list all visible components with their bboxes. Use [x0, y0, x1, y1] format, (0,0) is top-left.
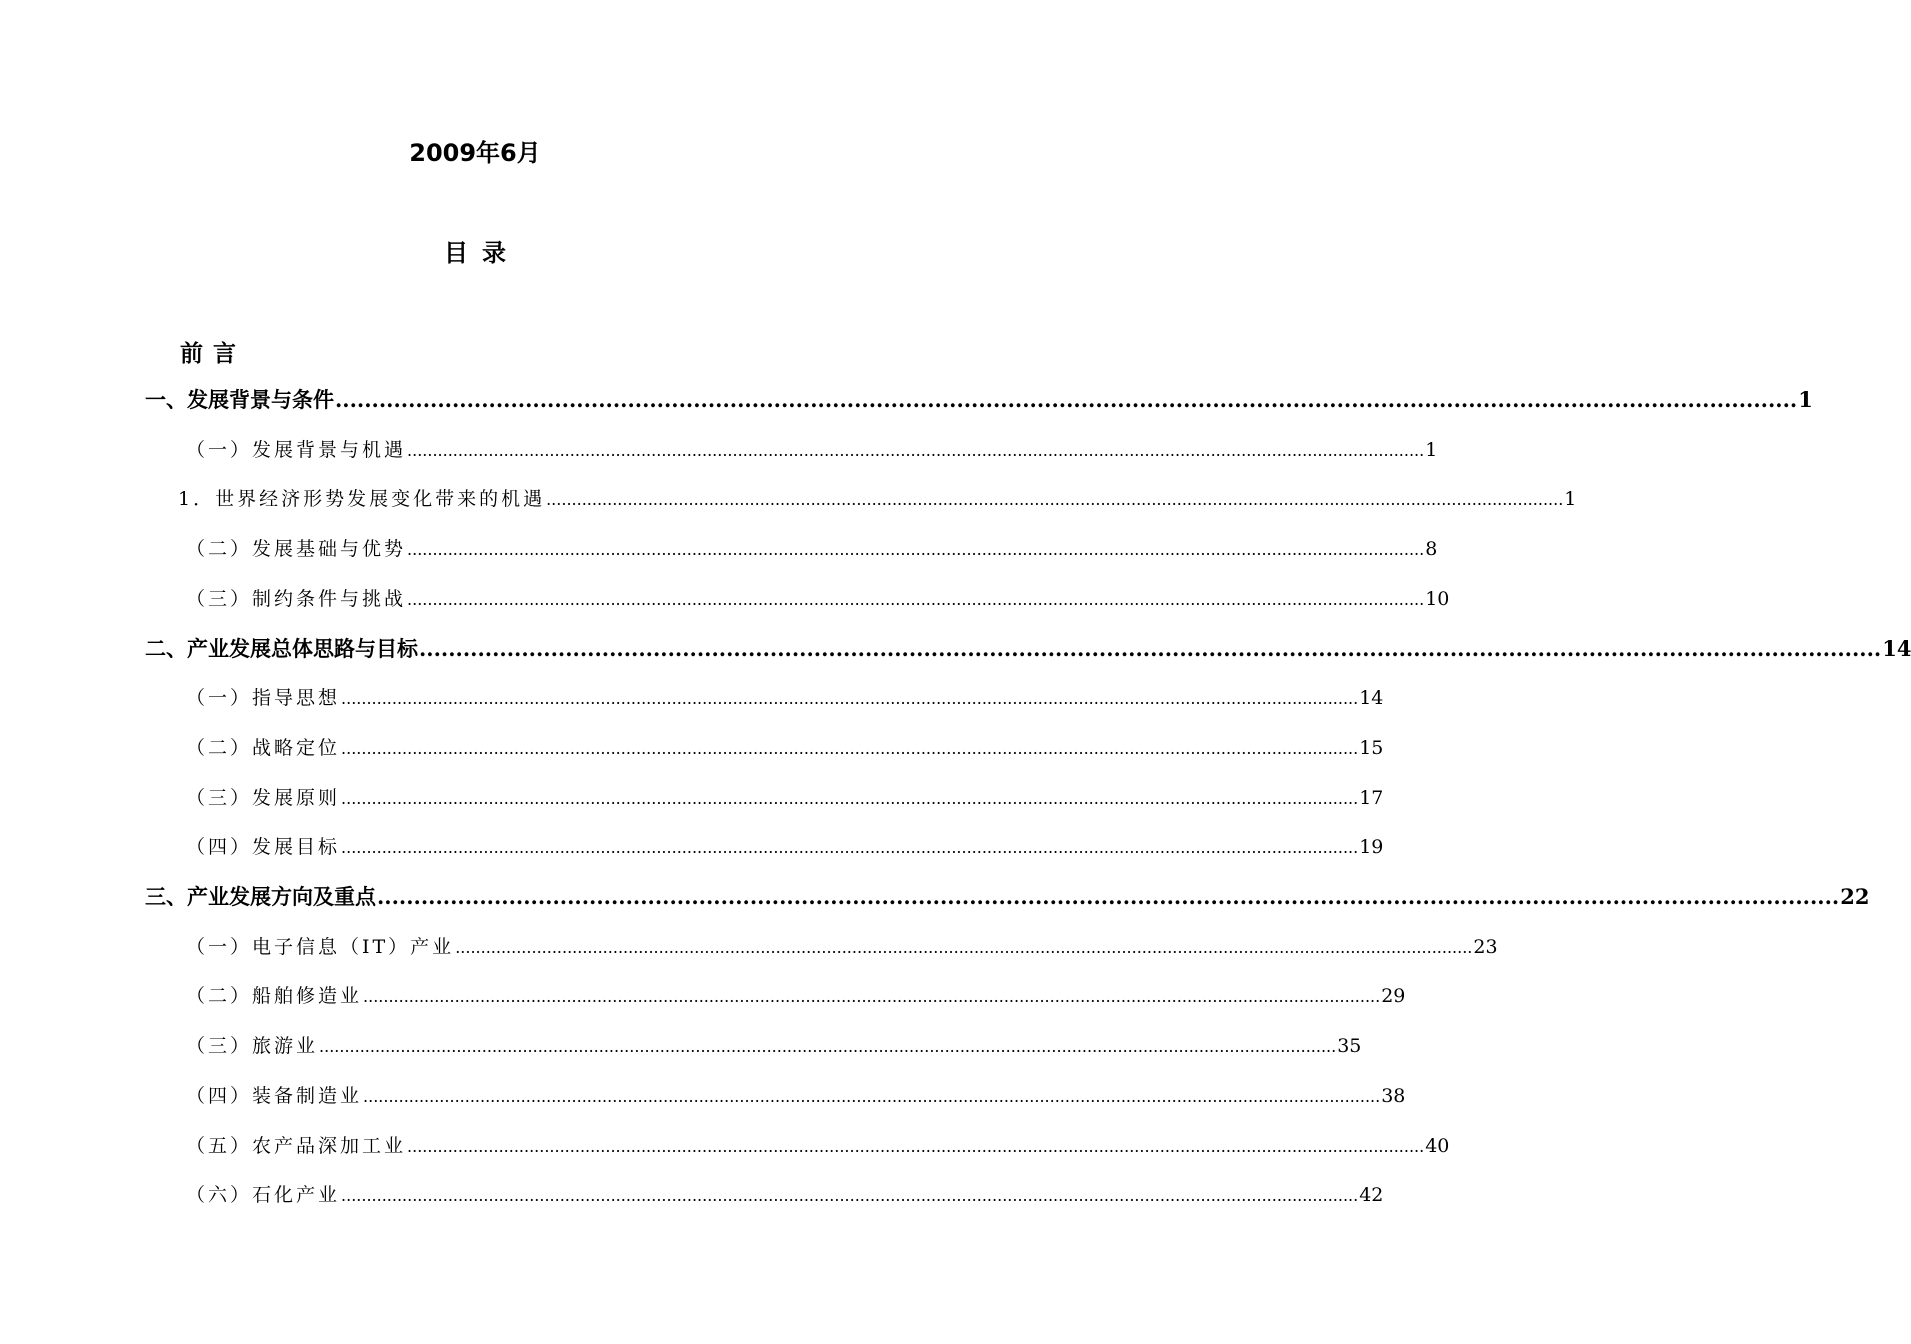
- toc-entry-page-number: 40: [1425, 1134, 1450, 1157]
- toc-entry[interactable]: [186, 929, 1498, 965]
- toc-leader-dots: ........................................................................................................................................................................................................: [546, 490, 1564, 510]
- toc-entry[interactable]: [186, 432, 1438, 468]
- toc-entry[interactable]: [145, 879, 1870, 915]
- toc-entry-page-number: 1: [1425, 438, 1438, 461]
- toc-leader-dots: ........................................................................................................................................................................................................: [407, 440, 1425, 460]
- toc-leader-dots: ........................................................................................................................................................................................................: [363, 987, 1381, 1007]
- toc-entry-label: （二）发展基础与优势: [186, 538, 407, 561]
- toc-entry-page-number: 38: [1381, 1084, 1406, 1107]
- toc-entry[interactable]: [186, 1028, 1362, 1064]
- toc-entry[interactable]: [145, 382, 1813, 418]
- toc-leader-dots: ........................................................................................................................................................................................................: [407, 1136, 1425, 1156]
- toc-entry-label: （一）发展背景与机遇: [186, 438, 407, 461]
- toc-entry-label: （四）装备制造业: [186, 1084, 363, 1107]
- toc-leader-dots: ........................................................................................................................................................................................................: [407, 589, 1425, 609]
- toc-entry[interactable]: [186, 1128, 1450, 1164]
- toc-entry-label: （三）制约条件与挑战: [186, 587, 407, 610]
- toc-entry-label: 二、产业发展总体思路与目标: [145, 635, 418, 661]
- toc-entry-label: （二）船舶修造业: [186, 985, 363, 1008]
- toc-entry-page-number: 15: [1359, 736, 1384, 759]
- toc-entry-page-number: 1: [1564, 488, 1577, 511]
- toc-leader-dots: ........................................................................................................................................................................................................: [419, 635, 1882, 661]
- toc-entry[interactable]: [186, 680, 1384, 716]
- toc-entry[interactable]: [145, 631, 1911, 667]
- toc-entry-page-number: 14: [1882, 635, 1911, 661]
- toc-entry-label: （四）发展目标: [186, 836, 341, 859]
- toc-entry[interactable]: [178, 481, 1577, 517]
- toc-entry[interactable]: [186, 531, 1438, 567]
- toc-entry-page-number: 23: [1473, 935, 1498, 958]
- toc-entry-page-number: 35: [1337, 1035, 1362, 1058]
- toc-entry-label: （一）电子信息（IT）产业: [186, 935, 455, 958]
- toc-leader-dots: ........................................................................................................................................................................................................: [335, 387, 1798, 412]
- toc-entry-label: 三、产业发展方向及重点: [145, 884, 376, 909]
- document-date: 2009年6月: [409, 139, 541, 167]
- toc-leader-dots: ........................................................................................................................................................................................................: [363, 1086, 1381, 1106]
- toc-entry-label: （五）农产品深加工业: [186, 1134, 407, 1157]
- toc-leader-dots: ........................................................................................................................................................................................................: [377, 884, 1840, 909]
- toc-entry-page-number: 8: [1425, 538, 1438, 561]
- toc-entry-page-number: 17: [1359, 786, 1384, 809]
- toc-entry-label: （三）发展原则: [186, 786, 341, 809]
- toc-entry-page-number: 42: [1359, 1184, 1384, 1207]
- toc-entry[interactable]: [186, 1078, 1406, 1114]
- toc-entry-page-number: 19: [1359, 836, 1384, 859]
- toc-entry[interactable]: [186, 978, 1406, 1014]
- toc-entry[interactable]: [186, 780, 1384, 816]
- toc-entry[interactable]: [186, 581, 1450, 617]
- toc-leader-dots: ........................................................................................................................................................................................................: [341, 738, 1359, 758]
- toc-entry-label: （二）战略定位: [186, 736, 341, 759]
- toc-entry-label: （一）指导思想: [186, 687, 341, 710]
- toc-title: 目录: [444, 238, 520, 267]
- toc-entry-page-number: 29: [1381, 985, 1406, 1008]
- toc-leader-dots: ........................................................................................................................................................................................................: [407, 540, 1425, 560]
- toc-leader-dots: ........................................................................................................................................................................................................: [341, 1186, 1359, 1206]
- toc-leader-dots: ........................................................................................................................................................................................................: [341, 838, 1359, 858]
- toc-leader-dots: ........................................................................................................................................................................................................: [455, 937, 1473, 957]
- toc-leader-dots: ........................................................................................................................................................................................................: [341, 788, 1359, 808]
- toc-entry-page-number: 10: [1425, 587, 1450, 610]
- toc-preface[interactable]: 前言: [180, 340, 246, 367]
- toc-leader-dots: ........................................................................................................................................................................................................: [341, 689, 1359, 709]
- toc-entry-page-number: 1: [1798, 387, 1813, 412]
- toc-entry-label: （三）旅游业: [186, 1035, 319, 1058]
- toc-leader-dots: ........................................................................................................................................................................................................: [319, 1037, 1337, 1057]
- toc-entry[interactable]: [186, 829, 1384, 865]
- toc-entry[interactable]: [186, 730, 1384, 766]
- toc-entry[interactable]: [186, 1177, 1384, 1213]
- toc-entry-page-number: 14: [1359, 687, 1384, 710]
- toc-entry-label: （六）石化产业: [186, 1184, 341, 1207]
- toc-entry-label: 一、发展背景与条件: [145, 387, 334, 412]
- toc-entry-label: 1．世界经济形势发展变化带来的机遇: [178, 488, 546, 511]
- toc-entry-page-number: 22: [1840, 884, 1870, 909]
